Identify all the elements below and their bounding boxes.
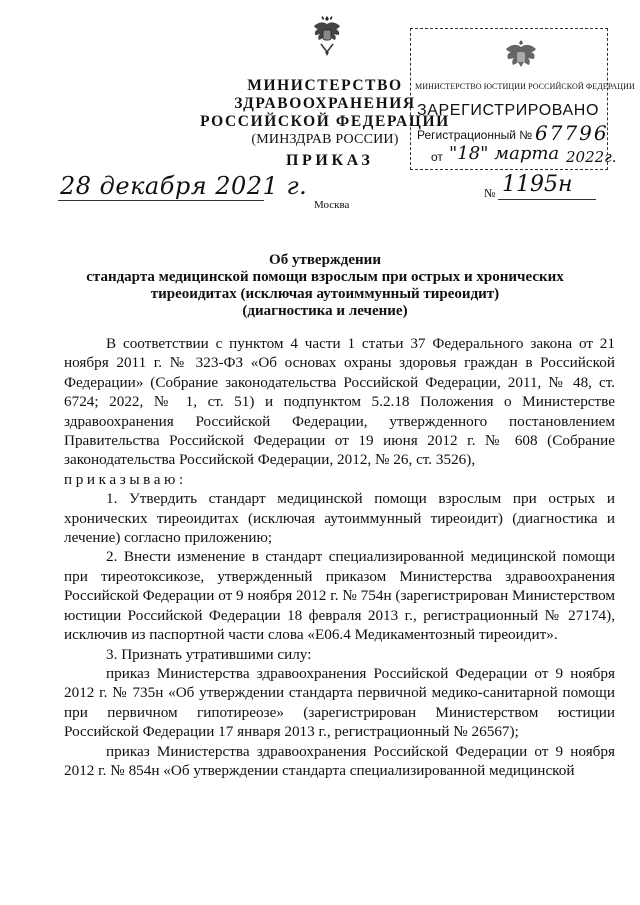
title-line3: тиреоидитах (исключая аутоиммунный тиреоидит) [150, 286, 500, 302]
stamp-date-prefix: от [431, 150, 443, 164]
doc-type-title: ПРИКАЗ [286, 152, 374, 169]
stamp-registered: ЗАРЕГИСТРИРОВАНО [417, 102, 599, 119]
ministry-name-line1: МИНИСТЕРСТВО ЗДРАВООХРАНЕНИЯ [234, 77, 416, 112]
order-word: приказываю: [64, 470, 187, 488]
stamp-reg-number-label: Регистрационный № [417, 128, 533, 142]
city-label: Москва [314, 199, 350, 211]
number-underline [498, 199, 596, 200]
title-line2: стандарта медицинской помощи взрослым при острых и хронических [86, 269, 564, 285]
handwritten-date: 28 декабря 2021 г. [60, 172, 308, 200]
date-underline [58, 200, 264, 201]
stamp-date: "18" марта [449, 143, 560, 164]
stamp-year: 2022г. [566, 148, 617, 166]
stamp-reg-number: 67796 [535, 121, 609, 145]
state-emblem-icon [312, 14, 342, 58]
order-item-3a: приказ Министерства здравоохранения Российской Федерации от 9 ноября 2012 г. № 735н «Об утверждении стандарта первичной медико-санитарной помощи при первичном гипотиреозе» (зарегистрирован Министерством юстиции Российской Федерации 17 января 2013 г., регистрационный № 26567); [64, 664, 615, 741]
stamp-emblem-icon [503, 37, 539, 77]
number-label: № [484, 186, 496, 200]
order-item-3b: приказ Министерства здравоохранения Российской Федерации от 9 ноября 2012 г. № 854н «Об утверждении стандарта специализированной медицинской [64, 742, 615, 779]
order-item-3: 3. Признать утратившими силу: [106, 645, 312, 663]
order-item-2: 2. Внести изменение в стандарт специализированной медицинской помощи при тиреотоксикозе, утвержденный приказом Министерства здравоохранения Российской Федерации от 9 ноября 2012 г. № 754н (зарегистрирован Министерством юстиции Российской Федерации 18 февраля 2013 г., регистрационный № 27174), исключив из паспортной части слова «Е06.4 Медикаментозный тиреоидит». [64, 548, 615, 644]
ministry-name-line2: РОССИЙСКОЙ ФЕДЕРАЦИИ [200, 113, 450, 130]
order-item-1: 1. Утвердить стандарт медицинской помощи взрослым при острых и хронических тиреоидитах (исключая аутоиммунный тиреоидит) (диагностика и лечение) согласно приложению; [64, 490, 615, 547]
preamble-paragraph: В соответствии с пунктом 4 части 1 статьи 37 Федерального закона от 21 ноября 2011 г. № 323-ФЗ «Об основах охраны здоровья граждан в Российской Федерации» (Собрание законодательства Российской Федерации, 2011, № 48, ст. 6724; 2022, № 1, ст. 51) и подпунктом 5.2.18 Положения о Министерстве здравоохранения Российской Федерации, утвержденного постановлением Правительства Российской Федерации от 19 июня 2012 г. № 608 (Собрание законодательства Российской Федерации, 2012, № 26, ст. 3526), [64, 335, 615, 469]
title-line4: (диагностика и лечение) [242, 303, 408, 319]
stamp-ministry-name: МИНИСТЕРСТВО ЮСТИЦИИ РОССИЙСКОЙ ФЕДЕРАЦИИ [415, 82, 635, 91]
registration-stamp [410, 28, 635, 170]
title-line1: Об утверждении [269, 252, 381, 268]
ministry-short-name: (МИНЗДРАВ РОССИИ) [251, 132, 399, 147]
order-body [64, 334, 615, 780]
order-title [70, 252, 580, 320]
handwritten-number: 1195н [502, 172, 573, 197]
